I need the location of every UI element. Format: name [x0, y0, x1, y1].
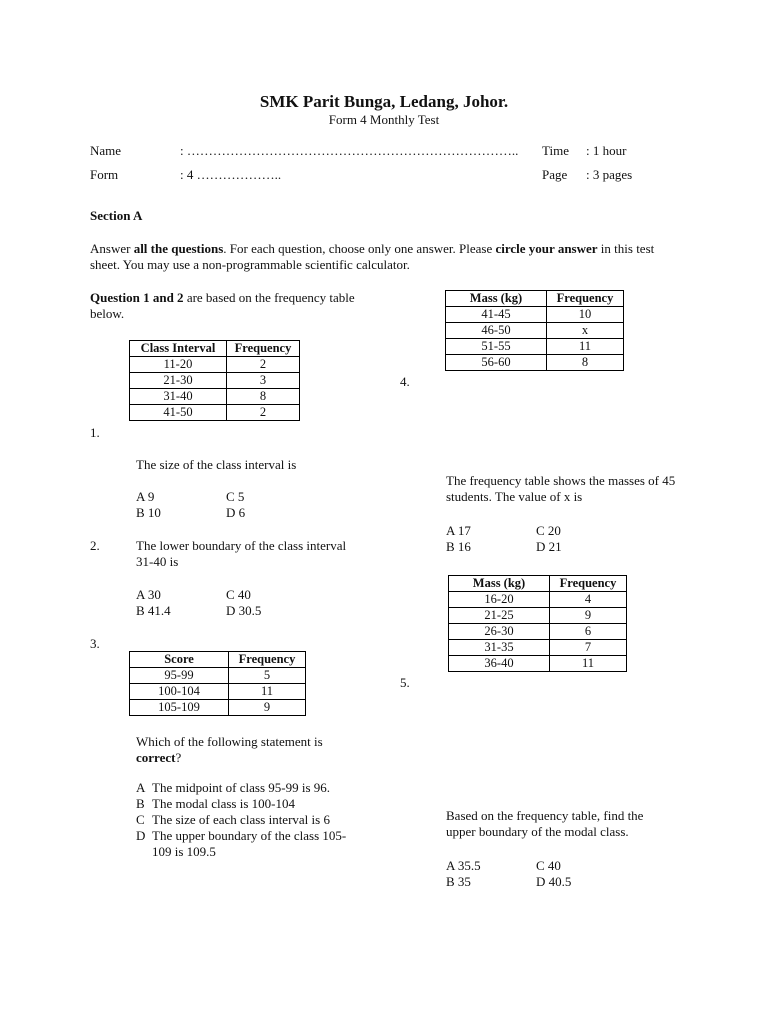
q3-option-d[interactable]: D The upper boundary of the class 105-109 is 109.5: [136, 828, 347, 859]
question-3-number: 3.: [90, 636, 100, 651]
table-header: Frequency: [550, 576, 627, 592]
table-header-row: [130, 341, 300, 357]
table-cell: 9: [229, 700, 306, 716]
table-cell: 8: [227, 389, 300, 405]
name-label: Name: [90, 143, 122, 158]
question-5-text: Based on the frequency table, find the upper boundary of the modal class.: [446, 808, 644, 839]
q5-option-a[interactable]: A 35.5: [446, 858, 481, 873]
q1-option-a[interactable]: A 9: [136, 489, 155, 504]
q5-option-d[interactable]: D 40.5: [536, 874, 572, 889]
table-cell: 4: [550, 592, 627, 608]
table-cell: 3: [227, 373, 300, 389]
q3-option-a[interactable]: A The midpoint of class 95-99 is 96.: [136, 780, 331, 795]
table-row: [446, 307, 624, 323]
table-header: Class Interval: [130, 341, 227, 357]
question-1-number: 1.: [90, 425, 100, 440]
q4-option-d[interactable]: D 21: [536, 539, 562, 554]
table-cell: 2: [227, 357, 300, 373]
score-table: [129, 651, 306, 716]
table-row: [446, 355, 624, 371]
table-cell: 56-60: [446, 355, 547, 371]
table-cell: 100-104: [130, 684, 229, 700]
table-cell: 5: [229, 668, 306, 684]
table-cell: x: [547, 323, 624, 339]
table-cell: 10: [547, 307, 624, 323]
q3-option-b[interactable]: B The modal class is 100-104: [136, 796, 295, 811]
table-header: Frequency: [227, 341, 300, 357]
test-subtitle: Form 4 Monthly Test: [328, 112, 440, 127]
question-3-text: Which of the following statement is correct?: [136, 734, 323, 765]
q3-options: [136, 780, 368, 860]
question-4-text: The frequency table shows the masses of 45 students. The value of x is: [446, 473, 676, 504]
table-cell: 51-55: [446, 339, 547, 355]
table-row: [449, 592, 627, 608]
table-row: [130, 668, 306, 684]
q2-option-d[interactable]: D 30.5: [226, 603, 262, 618]
section-heading: Section A: [90, 208, 143, 223]
table-header: Mass (kg): [449, 576, 550, 592]
q1-option-d[interactable]: D 6: [226, 505, 246, 520]
table-row: [130, 357, 300, 373]
question-5-number: 5.: [400, 675, 410, 690]
table-cell: 11: [229, 684, 306, 700]
name-field[interactable]: : …………………………………………………………………..: [180, 143, 519, 158]
table-cell: 21-30: [130, 373, 227, 389]
table-row: [446, 339, 624, 355]
table-cell: 7: [550, 640, 627, 656]
q3-option-c[interactable]: C The size of each class interval is 6: [136, 812, 330, 827]
table-cell: 11: [547, 339, 624, 355]
table-row: [130, 389, 300, 405]
school-title: SMK Parit Bunga, Ledang, Johor.: [259, 92, 509, 111]
form-field[interactable]: : 4 ………………..: [180, 167, 282, 182]
q5-option-b[interactable]: B 35: [446, 874, 471, 889]
questions-intro: Question 1 and 2 are based on the frequency table below.: [90, 290, 355, 321]
table-cell: 105-109: [130, 700, 229, 716]
table-row: [449, 608, 627, 624]
table-row: [449, 640, 627, 656]
table-cell: 36-40: [449, 656, 550, 672]
page-label: Page: [542, 167, 568, 182]
table-cell: 41-50: [130, 405, 227, 421]
question-4-number: 4.: [400, 374, 410, 389]
table-row: [130, 684, 306, 700]
table-header: Frequency: [547, 291, 624, 307]
table-cell: 31-40: [130, 389, 227, 405]
class-interval-table: [129, 340, 300, 421]
time-value: : 1 hour: [586, 143, 627, 158]
table-cell: 11-20: [130, 357, 227, 373]
table-header-row: [449, 576, 627, 592]
table-row: [449, 624, 627, 640]
q1-option-b[interactable]: B 10: [136, 505, 161, 520]
q5-option-c[interactable]: C 40: [536, 858, 561, 873]
table-cell: 95-99: [130, 668, 229, 684]
page-value: : 3 pages: [586, 167, 633, 182]
table-header: Frequency: [229, 652, 306, 668]
table-cell: 16-20: [449, 592, 550, 608]
table-row: [446, 323, 624, 339]
q4-option-c[interactable]: C 20: [536, 523, 561, 538]
table-header-row: [446, 291, 624, 307]
table-cell: 41-45: [446, 307, 547, 323]
q2-option-b[interactable]: B 41.4: [136, 603, 171, 618]
table-header: Mass (kg): [446, 291, 547, 307]
table-row: [130, 373, 300, 389]
form-label: Form: [90, 167, 119, 182]
question-1-text: The size of the class interval is: [136, 457, 297, 472]
table-cell: 6: [550, 624, 627, 640]
question-2-text: The lower boundary of the class interval 31-40 is: [136, 538, 347, 569]
mass-table-1: [445, 290, 624, 371]
table-cell: 2: [227, 405, 300, 421]
table-row: [130, 405, 300, 421]
table-cell: 21-25: [449, 608, 550, 624]
time-label: Time: [542, 143, 569, 158]
question-2-number: 2.: [90, 538, 100, 553]
q4-option-a[interactable]: A 17: [446, 523, 471, 538]
table-header-row: [130, 652, 306, 668]
q2-option-a[interactable]: A 30: [136, 587, 161, 602]
q2-option-c[interactable]: C 40: [226, 587, 251, 602]
table-cell: 26-30: [449, 624, 550, 640]
table-cell: 11: [550, 656, 627, 672]
q4-option-b[interactable]: B 16: [446, 539, 471, 554]
mass-table-2: [448, 575, 627, 672]
table-cell: 8: [547, 355, 624, 371]
table-cell: 31-35: [449, 640, 550, 656]
q1-option-c[interactable]: C 5: [226, 489, 245, 504]
table-row: [449, 656, 627, 672]
table-cell: 46-50: [446, 323, 547, 339]
table-row: [130, 700, 306, 716]
table-header: Score: [130, 652, 229, 668]
table-cell: 9: [550, 608, 627, 624]
instructions: Answer all the questions. For each question, choose only one answer. Please circle your answer in this test sheet. You may use a non-programmable scientific calculator.: [90, 241, 655, 272]
